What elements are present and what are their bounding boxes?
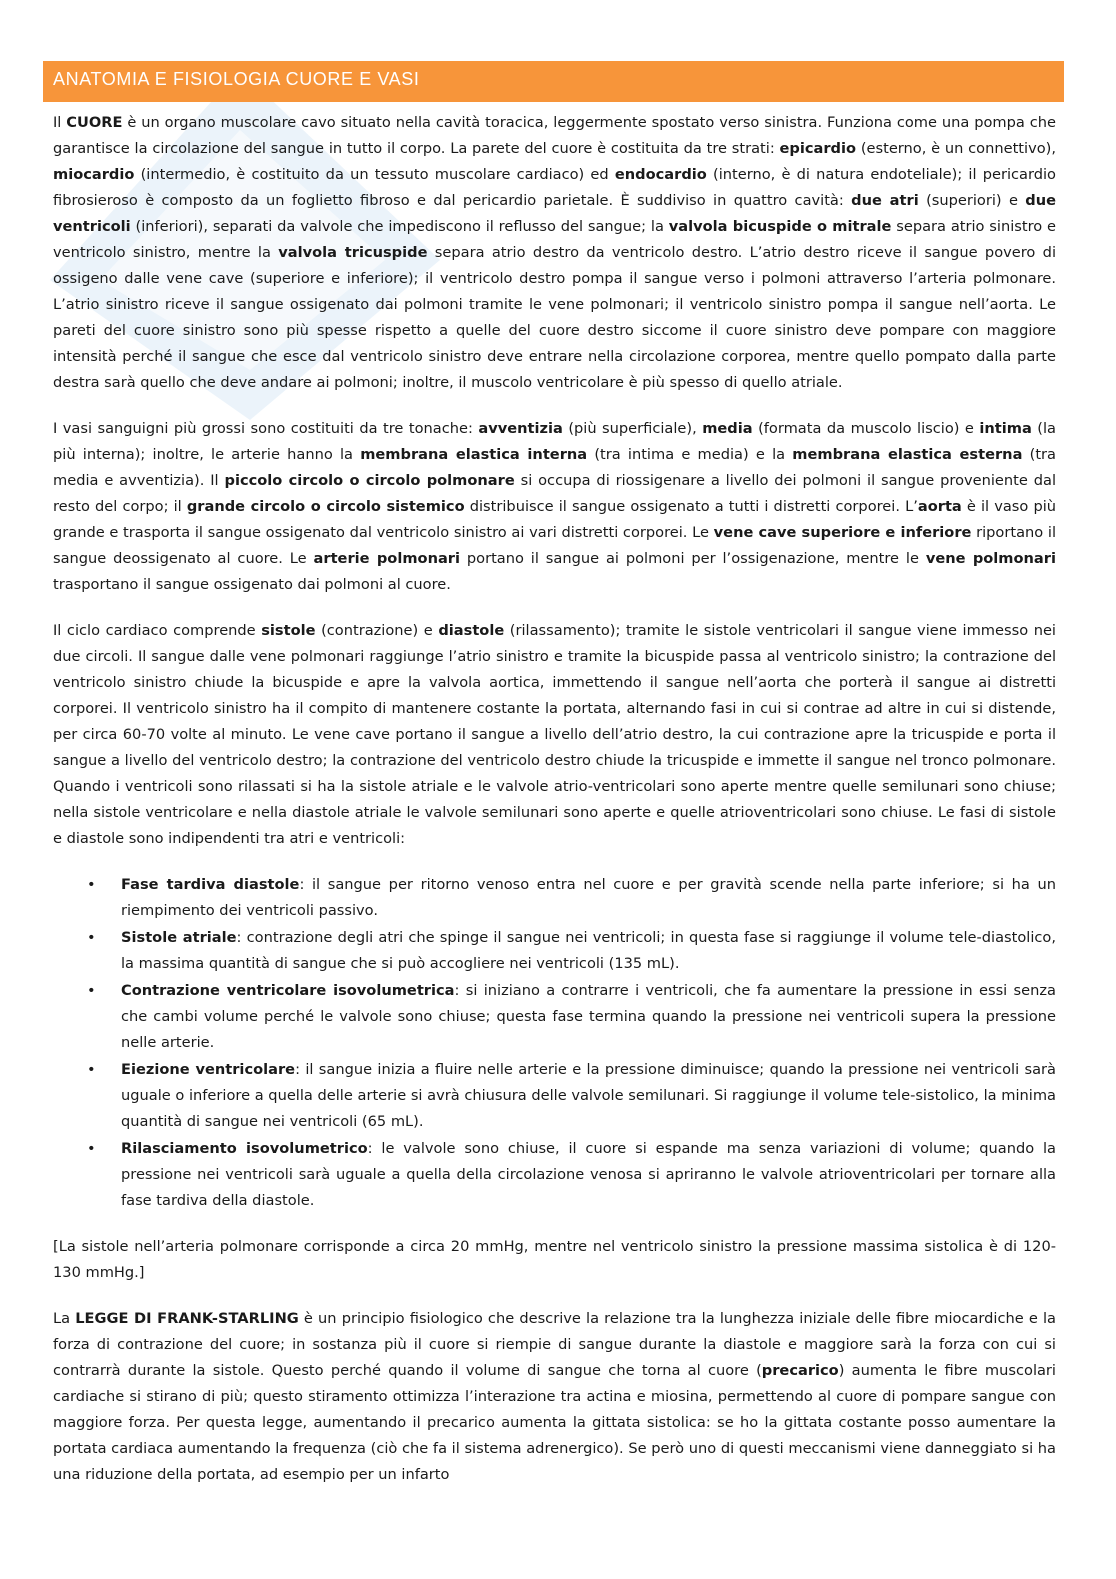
bold-term: due ventricoli	[53, 192, 1057, 235]
bold-term: sistole	[261, 622, 316, 639]
bullet-icon: •	[87, 876, 96, 893]
document-body	[53, 110, 1056, 1508]
paragraph-cardiac-cycle: Il ciclo cardiaco comprende sistole (contrazione) e diastole (rilassamento); tramite le sistole ventricolari il sangue viene immesso nei due circoli. Il sangue dalle vene polmonari raggiunge l’atrio sinistro e tramite la bicuspide passa al ventricolo sinistro; la contrazione del ventricolo sinistro chiude la bicuspide e apre la valvola aortica, immettendo il sangue nell’aorta che porterà il sangue ai distretti corporei. Il ventricolo sinistro ha il compito di mantenere costante la portata, alternando fasi in cui si contrae ad altre in cui si distende, per circa 60-70 volte al minuto. Le vene cave portano il sangue a livello dell’atrio destro, la cui contrazione apre la tricuspide e porta il sangue a livello del ventricolo destro; la contrazione del ventricolo destro chiude la tricuspide e immette il sangue nel tronco polmonare. Quando i ventricoli sono rilassati si ha la sistole atriale e le valvole atrio-ventricolari sono aperte mentre quelle semilunari sono chiuse; nella sistole ventricolare e nella diastole atriale le valvole semilunari sono aperte e quelle atrioventricolari sono chiuse. Le fasi di sistole e diastole sono indipendenti tra atri e ventricoli:	[53, 622, 1056, 847]
bullet-icon: •	[87, 929, 96, 946]
list-item-text: Sistole atriale: contrazione degli atri che spinge il sangue nei ventricoli; in questa fase si raggiunge il volume tele-diastolico, la massima quantità di sangue che si può accogliere nei ventricoli (135 mL).	[121, 929, 1056, 972]
bold-term: grande circolo o circolo sistemico	[186, 498, 465, 515]
paragraph-vessels: I vasi sanguigni più grossi sono costituiti da tre tonache: avventizia (più superficiale), media (formata da muscolo liscio) e intima (la più interna); inoltre, le arterie hanno la membrana elastica interna (tra intima e media) e la membrana elastica esterna (tra media e avventizia). Il piccolo circolo o circolo polmonare si occupa di riossigenare a livello dei polmoni il sangue proveniente dal resto del corpo; il grande circolo o circolo sistemico distribuisce il sangue ossigenato a tutti i distretti corporei. L’aorta è il vaso più grande e trasporta il sangue ossigenato dal ventricolo sinistro ai vari distretti corporei. Le vene cave superiore e inferiore riportano il sangue deossigenato al cuore. Le arterie polmonari portano il sangue ai polmoni per l’ossigenazione, mentre le vene polmonari trasportano il sangue ossigenato dai polmoni al cuore.	[53, 420, 1057, 593]
paragraph-pressure-note: [La sistole nell’arteria polmonare corrisponde a circa 20 mmHg, mentre nel ventricolo sinistro la pressione massima sistolica è di 120-130 mmHg.]	[53, 1238, 1056, 1281]
list-item-text: Fase tardiva diastole: il sangue per ritorno venoso entra nel cuore e per gravità scende nella parte inferiore; si ha un riempimento dei ventricoli passivo.	[121, 876, 1056, 919]
bold-term: vene polmonari	[925, 550, 1056, 567]
section-header	[43, 61, 1064, 102]
list-item	[53, 1136, 1056, 1214]
bold-term: miocardio	[53, 166, 135, 183]
bold-term: Fase tardiva diastole	[121, 876, 300, 893]
list-item	[53, 1057, 1056, 1135]
list-item	[53, 978, 1056, 1056]
bold-term: diastole	[438, 622, 505, 639]
bold-term: CUORE	[66, 114, 123, 131]
section-title: ANATOMIA E FISIOLOGIA CUORE E VASI	[53, 69, 420, 89]
bold-term: precarico	[761, 1362, 839, 1379]
bold-term: Eiezione ventricolare	[121, 1061, 296, 1078]
bold-term: intima	[979, 420, 1032, 437]
paragraph-heart: Il CUORE è un organo muscolare cavo situato nella cavità toracica, leggermente spostato verso sinistra. Funziona come una pompa che garantisce la circolazione del sangue in tutto il corpo. La parete del cuore è costituita da tre strati: epicardio (esterno, è un connettivo), miocardio (intermedio, è costituito da un tessuto muscolare cardiaco) ed endocardio (interno, è di natura endoteliale); il pericardio fibrosieroso è composto da un foglietto fibroso e dal pericardio parietale. È suddiviso in quattro cavità: due atri (superiori) e due ventricoli (inferiori), separati da valvole che impediscono il reflusso del sangue; la valvola bicuspide o mitrale separa atrio sinistro e ventricolo sinistro, mentre la valvola tricuspide separa atrio destro da ventricolo destro. L’atrio destro riceve il sangue povero di ossigeno dalle vene cave (superiore e inferiore); il ventricolo destro pompa il sangue verso i polmoni attraverso l’arteria polmonare. L’atrio sinistro riceve il sangue ossigenato dai polmoni tramite le vene polmonari; il ventricolo sinistro pompa il sangue nell’aorta. Le pareti del cuore sinistro sono più spesse rispetto a quelle del cuore destro siccome il cuore sinistro deve pompare con maggiore intensità perché il sangue che esce dal ventricolo sinistro deve entrare nella circolazione corporea, mentre quello pompato dalla parte destra sarà quello che deve andare ai polmoni; inoltre, il muscolo ventricolare è più spesso di quello atriale.	[53, 114, 1057, 391]
list-item	[53, 925, 1056, 977]
bold-term: endocardio	[614, 166, 707, 183]
bold-term: vene cave superiore e inferiore	[713, 524, 972, 541]
bold-term: valvola bicuspide o mitrale	[668, 218, 892, 235]
bullet-icon: •	[87, 982, 96, 999]
bold-term: media	[702, 420, 753, 437]
bold-term: Sistole atriale	[121, 929, 237, 946]
bold-term: arterie polmonari	[313, 550, 461, 567]
phase-list	[53, 872, 1056, 1214]
bold-term: membrana elastica esterna	[792, 446, 1023, 463]
bullet-icon: •	[87, 1140, 96, 1157]
paragraph-frank-starling: La LEGGE DI FRANK-STARLING è un principio fisiologico che descrive la relazione tra la lunghezza iniziale delle fibre miocardiche e la forza di contrazione del cuore; in sostanza più il cuore si riempie di sangue durante la diastole e maggiore sarà la forza con cui si contrarrà durante la sistole. Questo perché quando il volume di sangue che torna al cuore (precarico) aumenta le fibre muscolari cardiache si stirano di più; questo stiramento ottimizza l’interazione tra actina e miosina, permettendo al cuore di pompare sangue con maggiore forza. Per questa legge, aumentando il precarico aumenta la gittata sistolica: se ho la gittata costante posso aumentare la portata cardiaca aumentando la frequenza (ciò che fa il sistema adrenergico). Se però uno di questi meccanismi viene danneggiato si ha una riduzione della portata, ad esempio per un infarto	[53, 1310, 1057, 1483]
list-item-text: Contrazione ventricolare isovolumetrica: si iniziano a contrarre i ventricoli, che fa aumentare la pressione in essi senza che cambi volume perché le valvole sono chiuse; questa fase termina quando la pressione nei ventricoli supera la pressione nelle arterie.	[121, 982, 1056, 1051]
bold-term: Rilasciamento isovolumetrico	[121, 1140, 368, 1157]
bold-term: valvola tricuspide	[278, 244, 428, 261]
bold-term: due atri	[851, 192, 919, 209]
list-item-text: Rilasciamento isovolumetrico: le valvole sono chiuse, il cuore si espande ma senza variazioni di volume; quando la pressione nei ventricoli sarà uguale a quella della circolazione venosa si apriranno le valvole atrioventricolari per tornare alla fase tardiva della diastole.	[121, 1140, 1056, 1209]
bold-term: piccolo circolo o circolo polmonare	[224, 472, 515, 489]
bold-term: avventizia	[478, 420, 563, 437]
bold-term: Contrazione ventricolare isovolumetrica	[121, 982, 455, 999]
bold-term: aorta	[917, 498, 962, 515]
list-item-text: Eiezione ventricolare: il sangue inizia a fluire nelle arterie e la pressione diminuisce; quando la pressione nei ventricoli sarà uguale o inferiore a quella delle arterie si avrà chiusura delle valvole semilunari. Si raggiunge il volume tele-sistolico, la minima quantità di sangue nei ventricoli (65 mL).	[121, 1061, 1056, 1130]
list-item	[53, 872, 1056, 924]
bold-term: epicardio	[779, 140, 857, 157]
bold-term: LEGGE DI FRANK-STARLING	[75, 1310, 299, 1327]
bullet-icon: •	[87, 1061, 96, 1078]
bold-term: membrana elastica interna	[360, 446, 588, 463]
